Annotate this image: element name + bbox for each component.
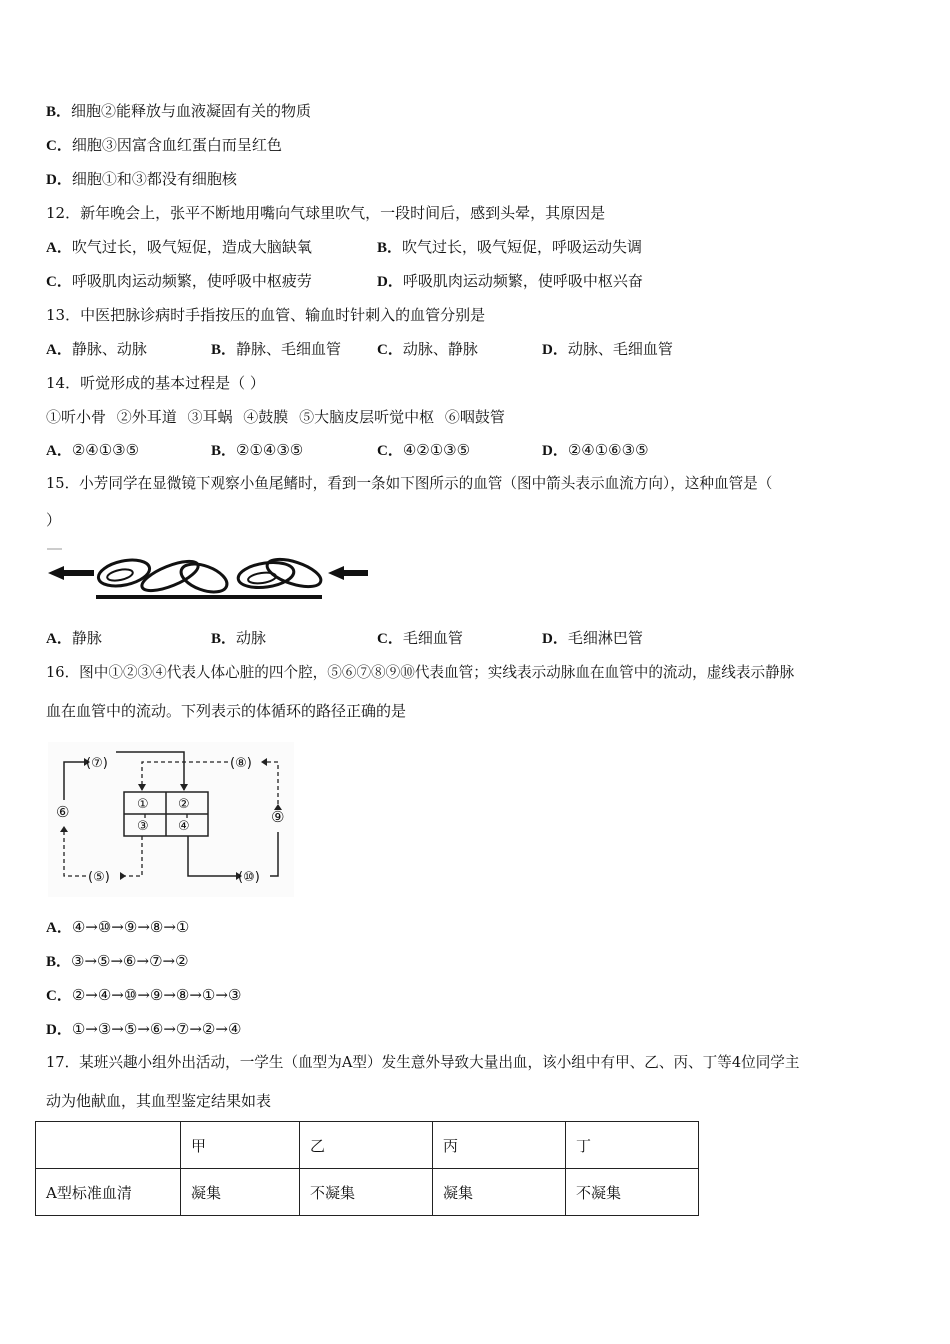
table-header-cell: 乙: [300, 1122, 433, 1169]
q16-option-d: D．①→③→⑤→⑥→⑦→②→④: [46, 1020, 242, 1038]
q13-stem: 13．中医把脉诊病时手指按压的血管、输血时针刺入的血管分别是: [46, 306, 486, 324]
q15-option-a: A．静脉: [46, 629, 102, 647]
heart-circulation-diagram: [48, 742, 294, 897]
vessel-8-label: (⑧): [230, 756, 252, 771]
table-cell: 不凝集: [566, 1169, 699, 1216]
left-flow-arrow-icon: [48, 566, 94, 580]
q11-option-b: B．细胞②能释放与血液凝固有关的物质: [46, 102, 312, 120]
q16-option-b: B．③→⑤→⑥→⑦→②: [46, 952, 189, 970]
chamber-3: ③: [137, 819, 149, 834]
vessel-10-label: (⑩): [238, 870, 260, 885]
table-header-cell: 丁: [566, 1122, 699, 1169]
q14-option-d: D．②④①⑥③⑤: [542, 441, 649, 459]
q15-option-c: C．毛细血管: [377, 629, 463, 647]
blood-vessel-figure: [44, 545, 374, 605]
q15-option-b: B．动脉: [211, 629, 267, 647]
q16-option-a: A．④→⑩→⑨→⑧→①: [46, 918, 190, 936]
q14-option-b: B．②①④③⑤: [211, 441, 304, 459]
q11-option-d: D．细胞①和③都没有细胞核: [46, 170, 237, 188]
blood-type-table: [35, 1121, 699, 1216]
q13-option-d: D．动脉、毛细血管: [542, 340, 673, 358]
vessel-7-label: (⑦): [86, 756, 108, 771]
q17-stem-line1: 17．某班兴趣小组外出活动，一学生（血型为A型）发生意外导致大量出血，该小组中有甲、乙、丙、丁等4位同学主: [46, 1054, 800, 1071]
q13-option-a: A．静脉、动脉: [46, 340, 147, 358]
q13-option-b: B．静脉、毛细血管: [211, 340, 342, 358]
chamber-1: ①: [137, 797, 149, 812]
q15-option-d: D．毛细淋巴管: [542, 629, 643, 647]
table-row: [36, 1169, 699, 1216]
q14-option-c: C．④②①③⑤: [377, 441, 471, 459]
q14-items: ①听小骨 ②外耳道 ③耳蜗 ④鼓膜 ⑤大脑皮层听觉中枢 ⑥咽鼓管: [46, 408, 505, 426]
q16-option-c: C．②→④→⑩→⑨→⑧→①→③: [46, 986, 242, 1004]
table-header-row: [36, 1122, 699, 1169]
table-header-cell: [36, 1122, 181, 1169]
q16-stem-line2: 血在血管中的流动。下列表示的体循环的路径正确的是: [46, 702, 407, 720]
q12-option-b: B．吹气过长，吸气短促，呼吸运动失调: [377, 238, 643, 256]
q16-stem-line1: 16．图中①②③④代表人体心脏的四个腔，⑤⑥⑦⑧⑨⑩代表血管；实线表示动脉血在血管中的流动，虚线表示静脉: [46, 664, 795, 681]
q15-stem-line1: 15．小芳同学在显微镜下观察小鱼尾鳍时，看到一条如下图所示的血管（图中箭头表示血流方向），这种血管是（: [46, 475, 773, 492]
q14-stem: 14．听觉形成的基本过程是（ ）: [46, 374, 265, 392]
table-cell: 不凝集: [300, 1169, 433, 1216]
right-flow-arrow-icon: [328, 566, 368, 580]
vessel-5-label: (⑤): [88, 870, 110, 885]
chamber-2: ②: [178, 797, 190, 812]
q12-option-c: C．呼吸肌肉运动频繁，使呼吸中枢疲劳: [46, 272, 312, 290]
q11-option-c: C．细胞③因富含血红蛋白而呈红色: [46, 136, 282, 154]
q15-stem-line2: ）: [46, 511, 62, 529]
q17-stem-line2: 动为他献血，其血型鉴定结果如表: [46, 1092, 272, 1110]
q12-stem: 12．新年晚会上，张平不断地用嘴向气球里吹气，一段时间后，感到头晕，其原因是: [46, 204, 606, 222]
table-header-cell: 丙: [433, 1122, 566, 1169]
vessel-9-label: ⑨: [271, 808, 285, 826]
q13-option-c: C．动脉、静脉: [377, 340, 478, 358]
table-cell: 凝集: [181, 1169, 300, 1216]
q12-option-d: D．呼吸肌肉运动频繁，使呼吸中枢兴奋: [377, 272, 643, 290]
table-cell: 凝集: [433, 1169, 566, 1216]
vessel-6-label: ⑥: [56, 803, 70, 821]
table-cell: A型标准血清: [36, 1169, 181, 1216]
q12-option-a: A．吹气过长，吸气短促，造成大脑缺氧: [46, 238, 312, 256]
table-header-cell: 甲: [181, 1122, 300, 1169]
chamber-4: ④: [178, 819, 190, 834]
q14-option-a: A．②④①③⑤: [46, 441, 140, 459]
red-blood-cells: [96, 554, 324, 598]
